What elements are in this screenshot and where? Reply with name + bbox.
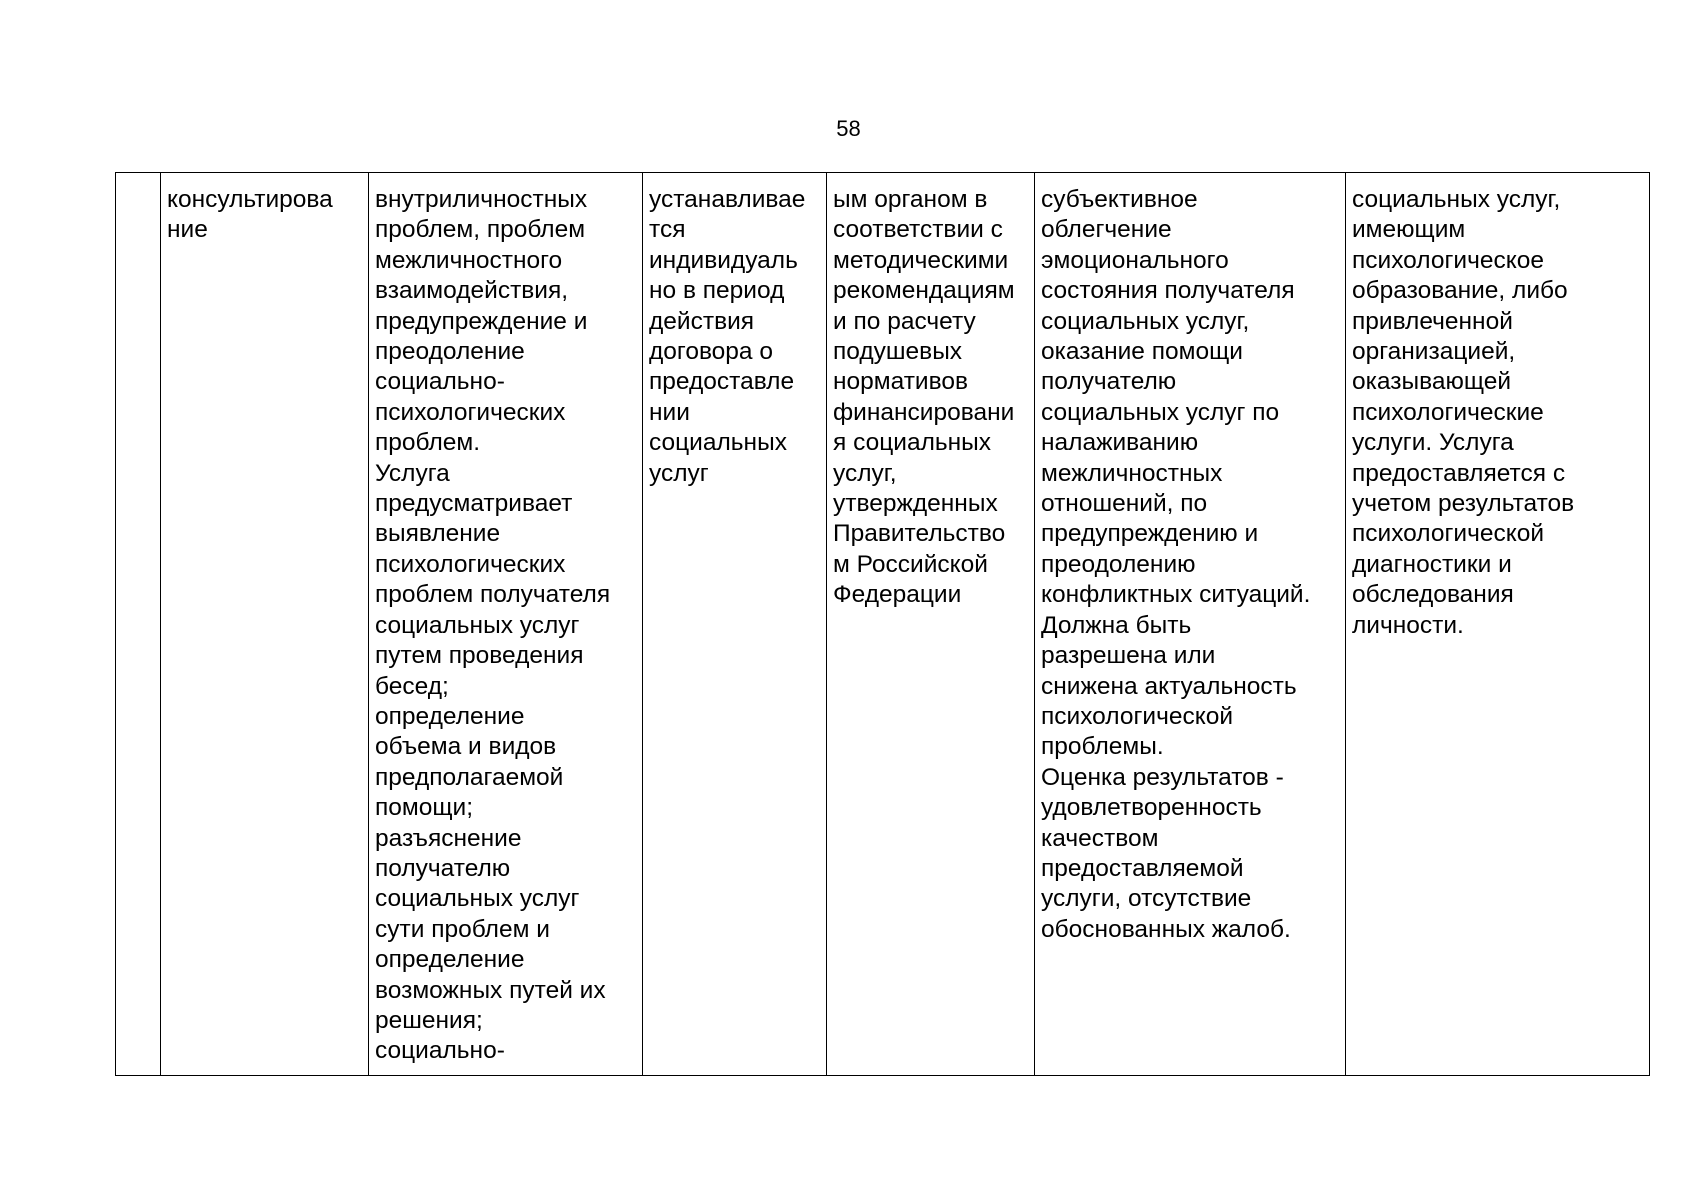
cell-text-line: сути проблем и [375,915,550,943]
cell-text-line: организацией, [1352,338,1516,366]
cell-text-line: взаимодействия, [375,277,569,305]
cell-text-line: Должна быть [1041,611,1192,639]
cell-text-line: социально- [375,368,505,396]
cell-text-line: Услуга [375,459,450,487]
cell-text-line: межличностного [375,246,563,274]
cell-text-line: учетом результатов [1352,490,1575,518]
cell-text-line: межличностных [1041,459,1223,487]
cell-text-line: рекомендациям [833,277,1015,305]
cell-text-line: финансировани [833,398,1015,426]
cell-text-line: Оценка результатов - [1041,763,1284,791]
cell-text-line: предполагаемой [375,763,564,791]
cell-text-line: состояния получателя [1041,277,1295,305]
cell-text-line: м Российской [833,550,988,578]
cell-text-line: тся [649,216,686,244]
services-table [115,172,1650,1076]
cell-text-line: определение [375,946,525,974]
cell-text-line: обследования [1352,581,1514,609]
page-number: 58 [836,116,861,141]
cell-text-line: предоставляемой [1041,854,1244,882]
cell-text-line: предупреждению и [1041,520,1259,548]
cell-text-line: образование, либо [1352,277,1568,305]
cell-text-line: нии [649,398,690,426]
table-cell-service-name [161,173,369,1076]
cell-text-line: удовлетворенность [1041,794,1262,822]
cell-text-line: преодоление [375,338,525,366]
cell-text-line: консультирова [167,186,333,213]
cell-text-line: качеством [1041,824,1159,852]
table-cell-service-schedule [643,173,827,1076]
cell-text-line: отношений, по [1041,490,1208,518]
cell-text-line: определение [375,702,525,730]
cell-text-line: предоставле [649,368,795,396]
cell-text-line: преодолению [1041,550,1196,578]
cell-text-line: психологическое [1352,246,1544,274]
cell-text-line: эмоционального [1041,246,1229,274]
cell-text-line: проблем. [375,429,481,457]
cell-text-line: психологических [375,398,566,426]
cell-text-line: услуги. Услуга [1352,429,1514,457]
cell-text-line: социальных услуг по [1041,398,1280,426]
cell-text-line: услуг [649,459,709,487]
table-cell-service-conditions [1346,173,1650,1076]
cell-text-line: разрешена или [1041,642,1216,670]
cell-text-line: имеющим [1352,216,1466,244]
cell-text-line: услуг, [833,459,897,487]
table-cell-service-description [369,173,643,1076]
cell-text-line: субъективное [1041,186,1198,213]
cell-text-line: получателю [375,854,511,882]
cell-text-line: психологической [1041,702,1234,730]
cell-text-line: проблем получателя [375,581,611,609]
cell-text-line: ние [167,216,208,244]
cell-text-line: оказывающей [1352,368,1512,396]
cell-text-line: предоставляется с [1352,459,1566,487]
cell-text-line: социально- [375,1037,505,1065]
cell-text-line: предупреждение и [375,307,588,335]
cell-text-line: договора о [649,338,773,366]
cell-text-line: налаживанию [1041,429,1199,457]
cell-text-line: психологические [1352,398,1544,426]
cell-text-line: обоснованных жалоб. [1041,915,1291,943]
cell-text-line: снижена актуальность [1041,672,1297,700]
table-cell-service-effectiveness [1035,173,1346,1076]
cell-text-line: возможных путей их [375,976,606,1004]
cell-text-line: выявление [375,520,501,548]
cell-text-line: психологических [375,550,566,578]
cell-text-line: проблемы. [1041,733,1164,761]
cell-text-line: оказание помощи [1041,338,1243,366]
cell-text-line: я социальных [833,429,992,457]
cell-text-line: Правительство [833,520,1006,548]
cell-text-line: социальных услуг [375,885,580,913]
cell-text-line: личности. [1352,611,1464,639]
cell-text-line: психологической [1352,520,1545,548]
cell-text-line: конфликтных ситуаций. [1041,581,1311,609]
cell-text-line: социальных услуг, [1352,186,1561,213]
cell-text-line: бесед; [375,672,449,700]
cell-text-line: социальных услуг, [1041,307,1250,335]
cell-text-line: решения; [375,1006,483,1034]
cell-text-line: подушевых [833,338,963,366]
cell-text-line: но в период [649,277,785,305]
cell-text-line: нормативов [833,368,969,396]
cell-text-line: разъяснение [375,824,522,852]
table-row [116,173,1650,1076]
cell-text-line: индивидуаль [649,246,798,274]
table-cell-service-tariff [827,173,1035,1076]
cell-text-line: диагностики и [1352,550,1512,578]
cell-text-line: услуги, отсутствие [1041,885,1252,913]
cell-text-line: действия [649,307,755,335]
cell-text-line: устанавливае [649,186,806,213]
cell-text-line: социальных услуг [375,611,580,639]
cell-text-line: ым органом в [833,186,988,213]
cell-text-line: помощи; [375,794,474,822]
cell-text-line: методическими [833,246,1009,274]
cell-text-line: проблем, проблем [375,216,586,244]
cell-text-line: утвержденных [833,490,998,518]
cell-text-line: объема и видов [375,733,557,761]
cell-text-line: Федерации [833,581,962,609]
cell-text-line: облегчение [1041,216,1172,244]
cell-text-line: соответствии с [833,216,1003,244]
cell-text-line: путем проведения [375,642,584,670]
cell-text-line: привлеченной [1352,307,1513,335]
cell-text-line: внутриличностных [375,186,588,213]
cell-text-line: социальных [649,429,787,457]
cell-text-line: предусматривает [375,490,573,518]
cell-text-line: и по расчету [833,307,976,335]
table-cell-number [116,173,161,1076]
cell-text-line: получателю [1041,368,1177,396]
